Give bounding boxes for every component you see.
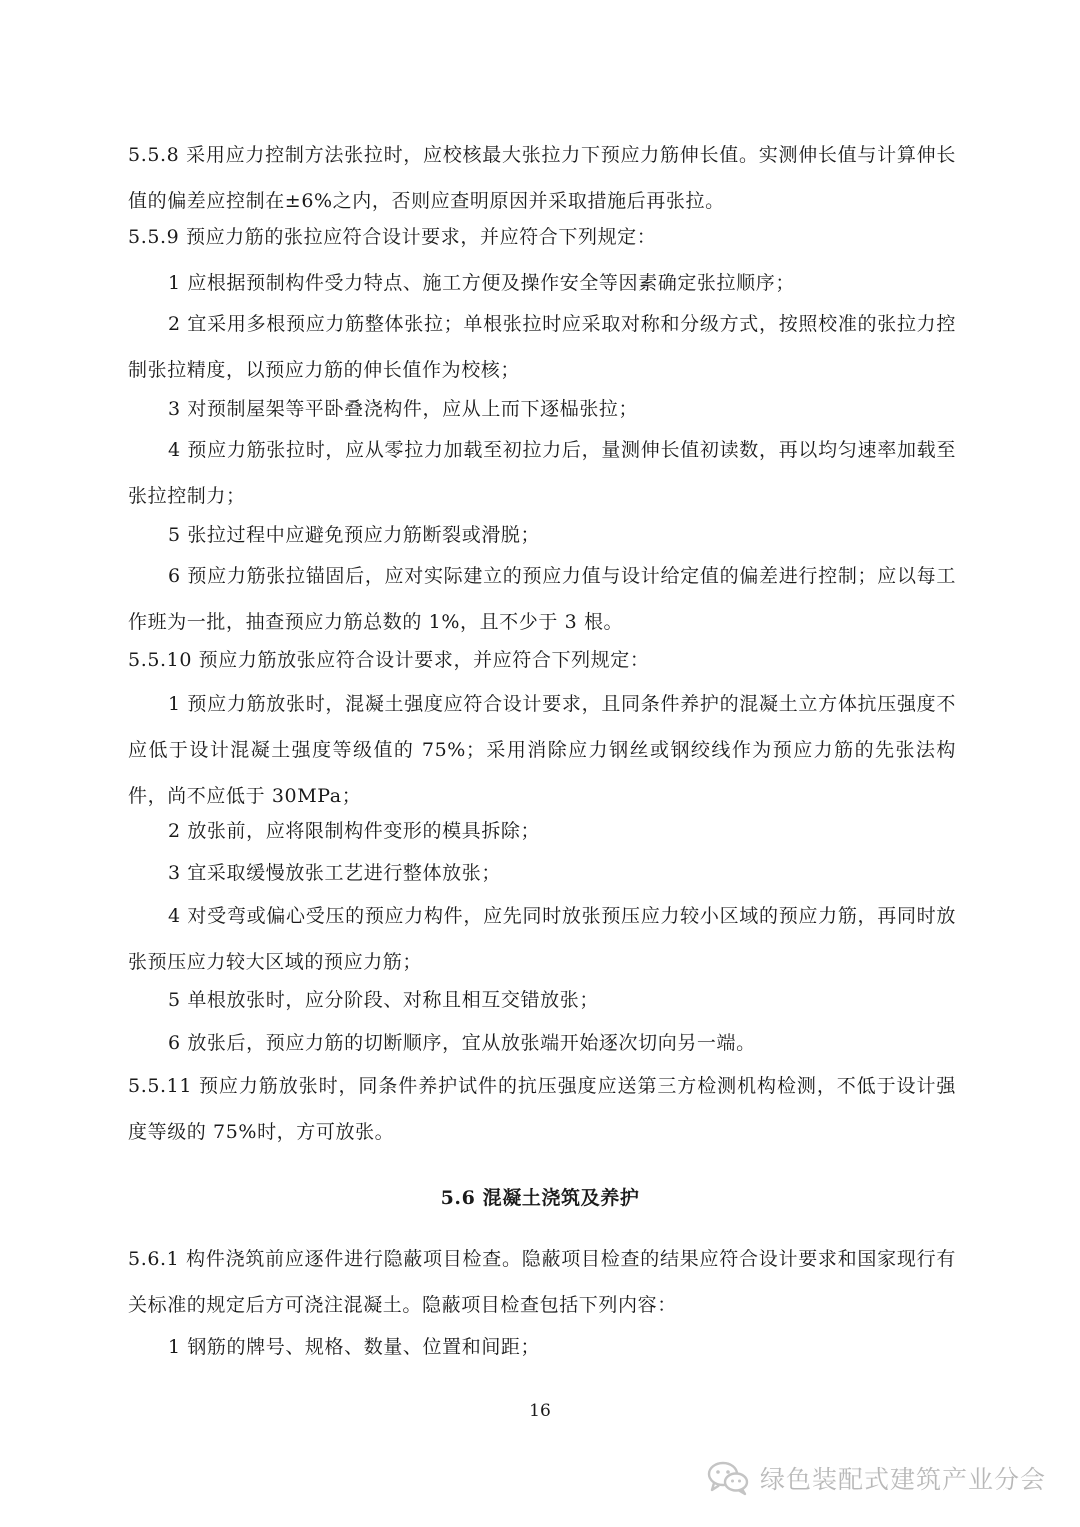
watermark-text: 绿色装配式建筑产业分会 — [759, 1465, 1046, 1494]
clause-5-5-9-item-3: 3 对预制屋架等平卧叠浇构件，应从上而下逐榀张拉； — [168, 398, 639, 420]
clause-5-5-11: 5.5.11 预应力筋放张时，同条件养护试件的抗压强度应送第三方检测机构检测，不低于设计强度等级的 75%时，方可放张。 — [128, 1075, 956, 1143]
clause-5-5-10-item-1: 1 预应力筋放张时，混凝土强度应符合设计要求，且同条件养护的混凝土立方体抗压强度不应低于设计混凝土强度等级值的 75%；采用消除应力钢丝或钢绞线作为预应力筋的先张法构件，尚不应低于 30MPa； — [128, 693, 956, 807]
clause-5-6-1-item-1: 1 钢筋的牌号、规格、数量、位置和间距； — [168, 1336, 541, 1358]
clause-5-5-9: 5.5.9 预应力筋的张拉应符合设计要求，并应符合下列规定： — [128, 226, 657, 248]
clause-5-5-9-item-4: 4 预应力筋张拉时，应从零拉力加载至初拉力后，量测伸长值初读数，再以均匀速率加载至张拉控制力； — [128, 439, 956, 507]
clause-5-6-1: 5.6.1 构件浇筑前应逐件进行隐蔽项目检查。隐蔽项目检查的结果应符合设计要求和国家现行有关标准的规定后方可浇注混凝土。隐蔽项目检查包括下列内容： — [128, 1248, 956, 1316]
clause-5-5-10-item-4: 4 对受弯或偏心受压的预应力构件，应先同时放张预压应力较小区域的预应力筋，再同时放张预压应力较大区域的预应力筋； — [128, 905, 956, 973]
clause-5-5-9-item-5: 5 张拉过程中应避免预应力筋断裂或滑脱； — [168, 524, 541, 546]
clause-5-5-8: 5.5.8 采用应力控制方法张拉时，应校核最大张拉力下预应力筋伸长值。实测伸长值与计算伸长值的偏差应控制在±6%之内，否则应查明原因并采取措施后再张拉。 — [128, 144, 956, 212]
wechat-icon — [706, 1460, 750, 1496]
page-number: 16 — [529, 1401, 551, 1421]
clause-5-5-10-item-6: 6 放张后，预应力筋的切断顺序，宜从放张端开始逐次切向另一端。 — [168, 1032, 756, 1054]
section-heading: 5.6 混凝土浇筑及养护 — [440, 1187, 640, 1209]
clause-5-5-10-item-3: 3 宜采取缓慢放张工艺进行整体放张； — [168, 862, 501, 884]
clause-5-5-9-item-1: 1 应根据预制构件受力特点、施工方便及操作安全等因素确定张拉顺序； — [168, 272, 795, 294]
clause-5-5-9-item-6: 6 预应力筋张拉锚固后，应对实际建立的预应力值与设计给定值的偏差进行控制；应以每工作班为一批，抽查预应力筋总数的 1%，且不少于 3 根。 — [128, 565, 956, 633]
clause-5-5-10: 5.5.10 预应力筋放张应符合设计要求，并应符合下列规定： — [128, 649, 650, 671]
watermark — [706, 1458, 1046, 1498]
clause-5-5-10-item-5: 5 单根放张时，应分阶段、对称且相互交错放张； — [168, 989, 599, 1011]
clause-5-5-10-item-2: 2 放张前，应将限制构件变形的模具拆除； — [168, 820, 541, 842]
clause-5-5-9-item-2: 2 宜采用多根预应力筋整体张拉；单根张拉时应采取对称和分级方式，按照校准的张拉力控制张拉精度，以预应力筋的伸长值作为校核； — [128, 313, 956, 381]
